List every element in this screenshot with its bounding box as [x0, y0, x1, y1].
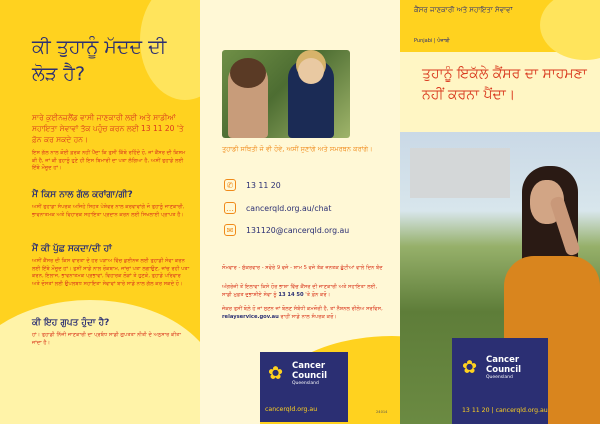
answer-text: ਅਸੀਂ ਕੈਂਸਰ ਦੀ ਕਿਸ ਵਾਰਤਾ ਦੇ ਹਰ ਪੜਾਅ ਵਿੱਚ ਕੁਈਨਜ਼ ਲਈ ਤੁਹਾਡੀ ਸੇਵਾ ਕਰਨ ਲਈ ਇੱਥੇ ਮੌਜੂਦ ਹਾਂ। ਤੁਸੀਂ ਸਾਡੇ ਨਾਲ ਰੋਕਥਾਮ, ਜਾਂਚਾਂ ਪਤਾ ਲਗਾਉਣ, ਜਾਂਚ ਰਹੀ ਪਤਾ ਕਰਨ, ਇਲਾਜ, ਭਾਵਨਾਤਮਕ ਪ੍ਰਭਾਵਾਂ, ਵਿਹਾਰਕ ਲੋੜਾਂ ਤੇ ਹੁਣਕੇ, ਤੁਹਾਡੇ ਪਰਿਵਾਰ ਅਤੇ ਦੋਸਤਾਂ ਲਈ ਉਪਲਬਧ ਸਹਾਇਤਾ ਸੇਵਾਵਾਂ ਬਾਰੇ ਸਾਡੇ ਨਾਲ ਗੱਲ ਕਰ ਸਕਦੇ ਹੋ। — [32, 258, 190, 287]
intro-text: ਇਸ ਗੱਲ ਨਾਲ ਕੋਈ ਫ਼ਰਕ ਨਹੀਂ ਪੈਂਦਾ ਕਿ ਤੁਸੀਂ ਕਿੱਥੇ ਰਹਿੰਦੇ ਹੋ, ਜਾਂ ਕੈਂਸਰ ਦੀ ਕਿਸਮ ਕੀ ਹੈ, ਜਾਂ ਕੀ ਤੁਹਾਨੂੰ ਹੁਣੇ ਹੀ ਇਸ ਬਿਮਾਰੀ ਦਾ ਪਤਾ ਲੱਗਿਆ ਹੈ, ਅਸੀਂ ਤੁਹਾਡੇ ਲਈ ਇੱਥੇ ਮੌਜੂਦ ਹਾਂ। — [32, 150, 186, 172]
interpreter-number: 13 14 50 — [278, 291, 304, 298]
contact-phone[interactable] — [224, 177, 281, 193]
opening-hours: ਸੋਮਵਾਰ - ਸ਼ੁੱਕਰਵਾਰ - ਸਵੇਰੇ 9 ਵਜੇ - ਸ਼ਾਮ 5 ਵਜੇ ਤੱਕ ਜਨਤਕ ਛੁੱਟੀਆਂ ਵਾਲੇ ਦਿਨ ਬੰਦ — [222, 265, 383, 271]
interpreter-text: ਅੰਗਰੇਜ਼ੀ ਤੋਂ ਇਲਾਵਾ ਕਿਸੇ ਹੋਰ ਭਾਸ਼ਾ ਵਿੱਚ ਕੈਂਸਰ ਦੀ ਜਾਣਕਾਰੀ ਅਤੇ ਸਹਾਇਤਾ ਲਈ, ਸਾਡੀ ਮੁਫ਼ਤ ਦੁਭਾਸ਼ੀਏ ਸੇਵਾ ਨੂੰ 13 14 50 'ਤੇ ਫ਼ੋਨ ਕਰੋ। — [222, 284, 378, 298]
answer-text: ਹਾਂ। ਤੁਹਾਡੀ ਨਿੱਜੀ ਜਾਣਕਾਰੀ ਦਾ ਪ੍ਰਬੰਧ ਸਾਡੀ ਗੁਪਤਤਾ ਨੀਤੀ ਦੇ ਅਨੁਸਾਰ ਕੀਤਾ ਜਾਂਦਾ ਹੈ। — [32, 332, 181, 346]
chat-icon: … — [226, 203, 234, 213]
language-label: Punjabi | ਪੰਜਾਬੀ — [414, 38, 450, 44]
relay-link[interactable]: relayservice.gov.au — [222, 313, 279, 320]
contact-text: cancerqld.org.au/chat — [246, 203, 332, 213]
website-link[interactable]: cancerqld.org.au — [265, 406, 318, 413]
panel-right — [400, 0, 600, 424]
panel-middle — [200, 0, 400, 424]
question-heading: ਮੈਂ ਕੀ ਪੁੱਛ ਸਕਦਾ/ਦੀ ਹਾਂ — [32, 244, 112, 254]
person-figure — [228, 62, 268, 138]
background-building — [410, 148, 510, 198]
contact-email[interactable] — [224, 222, 349, 238]
email-icon: ✉ — [224, 224, 236, 236]
relay-text: ਜੇਕਰ ਤੁਸੀਂ ਬੋਲ਼ੇ ਹੋ ਜਾਂ ਸੁਣਨ ਜਾਂ ਬੋਲਣ ਸੰਬੰਧੀ ਕਮਜ਼ੋਰੀ ਹੈ, ਤਾਂ ਨੈਸ਼ਨਲ ਰੀਲੇਅ ਸਰਵਿਸ, relayservice.gov.au ਰਾਹੀਂ ਸਾਡੇ ਨਾਲ ਸੰਪਰਕ ਕਰੋ। — [222, 306, 383, 320]
cancer-council-logo: ✿ Cancer Council Queensland — [462, 355, 522, 380]
brochure-title: ਕੈਂਸਰ ਜਾਣਕਾਰੀ ਅਤੇ ਸਹਾਇਤਾ ਸੇਵਾਵਾਂ — [414, 6, 513, 14]
logo-box — [452, 338, 548, 424]
phone-icon: ✆ — [224, 179, 236, 191]
contact-chat[interactable] — [224, 200, 331, 216]
person-figure — [288, 60, 334, 138]
lead-text: ਸਾਰੇ ਕੁਈਨਜ਼ਲੈਂਡ ਵਾਸੀ ਜਾਣਕਾਰੀ ਲਈ ਅਤੇ ਸਾਡੀਆਂ ਸਹਾਇਤਾ ਸੇਵਾਵਾਂ ਤੱਕ ਪਹੁੰਚ ਕਰਨ ਲਈ 13 11 20 'ਤੇ ਫ਼ੋਨ ਕਰ ਸਕਦੇ ਹਨ। — [32, 113, 184, 144]
question-heading: ਮੈਂ ਕਿਸ ਨਾਲ ਗੱਲ ਕਰਾਂਗਾ/ਗੀ? — [32, 190, 133, 200]
daffodil-icon: ✿ — [462, 357, 478, 378]
contact-text: 13 11 20 — [246, 180, 281, 190]
document-code: 24014 — [376, 410, 388, 414]
panel-left — [0, 0, 200, 424]
support-quote: ਤੁਹਾਡੀ ਸਥਿਤੀ ਜੋ ਵੀ ਹੋਵੇ, ਅਸੀਂ ਸੁਣਾਂਗੇ ਅਤੇ ਸਮਰਥਨ ਕਰਾਂਗੇ। — [222, 145, 373, 153]
cover-heading: ਤੁਹਾਨੂੰ ਇਕੱਲੇ ਕੈਂਸਰ ਦਾ ਸਾਹਮਣਾ ਨਹੀਂ ਕਰਨਾ ਪੈਂਦਾ। — [422, 66, 587, 103]
answer-text: ਅਸੀਂ ਤੁਹਾਡਾ ਸੰਪਰਕ ਅਜਿਹੇ ਸਿਹਤ ਪੇਸ਼ੇਵਰ ਨਾਲ ਕਰਵਾਵਾਂਗੇ ਜੋ ਤੁਹਾਨੂੰ ਜਾਣਕਾਰੀ, ਭਾਵਨਾਤਮਕ ਅਤੇ ਵਿਹਾਰਕ ਸਹਾਇਤਾ ਪ੍ਰਦਾਨ ਕਰਨ ਲਈ ਸਿਖਲਾਈ ਪ੍ਰਾਪਤ ਹੈ। — [32, 204, 185, 218]
title-tag — [400, 0, 540, 52]
contact-footer[interactable]: 13 11 20 | cancerqld.org.au — [462, 407, 548, 414]
contact-text: 131120@cancerqld.org.au — [246, 225, 350, 235]
staff-photo — [222, 50, 350, 138]
daffodil-icon: ✿ — [268, 363, 284, 384]
question-heading: ਕੀ ਇਹ ਗੁਪਤ ਹੁੰਦਾ ਹੈ? — [32, 318, 110, 328]
cancer-council-logo: ✿ Cancer Council Queensland — [268, 361, 328, 386]
decor-blob — [540, 0, 600, 60]
page-heading: ਕੀ ਤੁਹਾਨੂੰ ਮੱਦਦ ਦੀ ਲੋੜ ਹੈ? — [32, 36, 167, 85]
